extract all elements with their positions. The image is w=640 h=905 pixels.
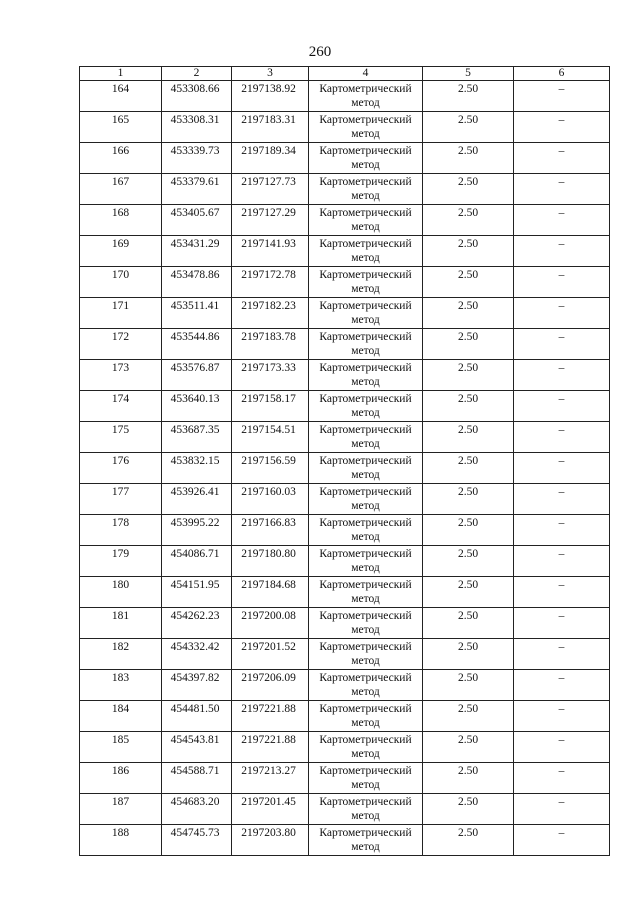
note-cell: – [514,360,610,391]
point-number-cell: 185 [80,732,162,763]
y-coordinate-cell: 2197201.52 [232,639,309,670]
point-number-cell: 167 [80,174,162,205]
x-coordinate-cell: 453995.22 [162,515,232,546]
y-coordinate-cell: 2197213.27 [232,763,309,794]
table-row [80,298,610,329]
method-line-1: Картометрический [319,300,412,312]
point-number-cell: 166 [80,143,162,174]
method-line-1: Картометрический [319,362,412,374]
note-cell: – [514,422,610,453]
method-line-2: метод [351,314,380,326]
y-coordinate-cell: 2197158.17 [232,391,309,422]
point-number-cell: 183 [80,670,162,701]
point-number-cell: 174 [80,391,162,422]
method-line-2: метод [351,779,380,791]
point-number-cell: 181 [80,608,162,639]
x-coordinate-cell: 453379.61 [162,174,232,205]
x-coordinate-cell: 453687.35 [162,422,232,453]
y-coordinate-cell: 2197221.88 [232,732,309,763]
y-coordinate-cell: 2197200.08 [232,608,309,639]
method-line-1: Картометрический [319,734,412,746]
note-cell: – [514,763,610,794]
error-cell: 2.50 [423,732,514,763]
error-cell: 2.50 [423,391,514,422]
y-coordinate-cell: 2197221.88 [232,701,309,732]
x-coordinate-cell: 454481.50 [162,701,232,732]
error-cell: 2.50 [423,298,514,329]
method-cell [309,732,423,763]
error-cell: 2.50 [423,577,514,608]
error-cell: 2.50 [423,701,514,732]
x-coordinate-cell: 454745.73 [162,825,232,856]
note-cell: – [514,329,610,360]
method-line-2: метод [351,97,380,109]
error-cell: 2.50 [423,608,514,639]
table-row [80,732,610,763]
note-cell: – [514,205,610,236]
method-line-1: Картометрический [319,486,412,498]
table-row [80,360,610,391]
column-header: 6 [514,67,610,81]
error-cell: 2.50 [423,453,514,484]
error-cell: 2.50 [423,174,514,205]
method-line-1: Картометрический [319,269,412,281]
error-cell: 2.50 [423,422,514,453]
x-coordinate-cell: 454588.71 [162,763,232,794]
x-coordinate-cell: 454683.20 [162,794,232,825]
note-cell: – [514,794,610,825]
point-number-cell: 179 [80,546,162,577]
point-number-cell: 184 [80,701,162,732]
y-coordinate-cell: 2197203.80 [232,825,309,856]
y-coordinate-cell: 2197127.29 [232,205,309,236]
method-cell [309,391,423,422]
y-coordinate-cell: 2197201.45 [232,794,309,825]
method-cell [309,639,423,670]
x-coordinate-cell: 454543.81 [162,732,232,763]
table-row [80,112,610,143]
table-row [80,267,610,298]
method-line-2: метод [351,717,380,729]
table-row [80,236,610,267]
method-line-2: метод [351,283,380,295]
table-row [80,205,610,236]
method-line-1: Картометрический [319,765,412,777]
point-number-cell: 177 [80,484,162,515]
point-number-cell: 164 [80,81,162,112]
method-line-1: Картометрический [319,393,412,405]
method-line-2: метод [351,252,380,264]
error-cell: 2.50 [423,639,514,670]
method-line-2: метод [351,531,380,543]
note-cell: – [514,298,610,329]
method-cell [309,143,423,174]
method-line-2: метод [351,221,380,233]
x-coordinate-cell: 454151.95 [162,577,232,608]
page-number: 260 [308,44,332,60]
method-line-2: метод [351,407,380,419]
table-row [80,546,610,577]
method-line-1: Картометрический [319,796,412,808]
x-coordinate-cell: 453926.41 [162,484,232,515]
method-line-2: метод [351,841,380,853]
column-header: 4 [309,67,423,81]
method-cell [309,360,423,391]
method-cell [309,794,423,825]
method-cell [309,205,423,236]
note-cell: – [514,81,610,112]
error-cell: 2.50 [423,236,514,267]
point-number-cell: 176 [80,453,162,484]
method-cell [309,825,423,856]
method-line-2: метод [351,562,380,574]
method-cell [309,453,423,484]
method-line-2: метод [351,810,380,822]
point-number-cell: 171 [80,298,162,329]
note-cell: – [514,515,610,546]
point-number-cell: 165 [80,112,162,143]
y-coordinate-cell: 2197156.59 [232,453,309,484]
method-line-1: Картометрический [319,455,412,467]
method-cell [309,81,423,112]
method-line-2: метод [351,376,380,388]
table-row [80,608,610,639]
method-line-2: метод [351,655,380,667]
point-number-cell: 180 [80,577,162,608]
error-cell: 2.50 [423,143,514,174]
error-cell: 2.50 [423,763,514,794]
x-coordinate-cell: 453832.15 [162,453,232,484]
method-line-2: метод [351,624,380,636]
point-number-cell: 188 [80,825,162,856]
method-cell [309,267,423,298]
method-cell [309,608,423,639]
table-row [80,143,610,174]
table-row [80,763,610,794]
table-row [80,701,610,732]
y-coordinate-cell: 2197166.83 [232,515,309,546]
table-row [80,174,610,205]
method-cell [309,298,423,329]
y-coordinate-cell: 2197127.73 [232,174,309,205]
method-line-1: Картометрический [319,517,412,529]
x-coordinate-cell: 453576.87 [162,360,232,391]
y-coordinate-cell: 2197182.23 [232,298,309,329]
method-cell [309,484,423,515]
point-number-cell: 175 [80,422,162,453]
point-number-cell: 173 [80,360,162,391]
method-cell [309,329,423,360]
method-line-2: метод [351,469,380,481]
x-coordinate-cell: 453339.73 [162,143,232,174]
method-line-2: метод [351,345,380,357]
method-line-2: метод [351,159,380,171]
method-line-1: Картометрический [319,672,412,684]
method-cell [309,112,423,143]
table-row [80,484,610,515]
table-row [80,453,610,484]
point-number-cell: 186 [80,763,162,794]
method-line-1: Картометрический [319,207,412,219]
error-cell: 2.50 [423,267,514,298]
method-cell [309,546,423,577]
note-cell: – [514,639,610,670]
method-line-2: метод [351,438,380,450]
coordinates-table [79,66,610,856]
x-coordinate-cell: 453308.66 [162,81,232,112]
y-coordinate-cell: 2197138.92 [232,81,309,112]
method-line-1: Картометрический [319,114,412,126]
x-coordinate-cell: 454332.42 [162,639,232,670]
point-number-cell: 182 [80,639,162,670]
column-header: 1 [80,67,162,81]
error-cell: 2.50 [423,112,514,143]
x-coordinate-cell: 454262.23 [162,608,232,639]
table-row [80,670,610,701]
point-number-cell: 172 [80,329,162,360]
note-cell: – [514,608,610,639]
method-line-1: Картометрический [319,579,412,591]
x-coordinate-cell: 453511.41 [162,298,232,329]
y-coordinate-cell: 2197183.78 [232,329,309,360]
point-number-cell: 168 [80,205,162,236]
error-cell: 2.50 [423,81,514,112]
method-cell [309,174,423,205]
method-cell [309,577,423,608]
table-row [80,515,610,546]
note-cell: – [514,825,610,856]
method-line-1: Картометрический [319,424,412,436]
note-cell: – [514,143,610,174]
table-row [80,81,610,112]
note-cell: – [514,484,610,515]
y-coordinate-cell: 2197184.68 [232,577,309,608]
method-line-1: Картометрический [319,83,412,95]
error-cell: 2.50 [423,205,514,236]
table-row [80,422,610,453]
error-cell: 2.50 [423,360,514,391]
error-cell: 2.50 [423,825,514,856]
method-line-1: Картометрический [319,703,412,715]
method-line-2: метод [351,686,380,698]
method-line-1: Картометрический [319,610,412,622]
method-line-1: Картометрический [319,548,412,560]
y-coordinate-cell: 2197160.03 [232,484,309,515]
error-cell: 2.50 [423,794,514,825]
method-line-1: Картометрический [319,827,412,839]
x-coordinate-cell: 453478.86 [162,267,232,298]
x-coordinate-cell: 453431.29 [162,236,232,267]
method-cell [309,236,423,267]
note-cell: – [514,546,610,577]
note-cell: – [514,174,610,205]
x-coordinate-cell: 454397.82 [162,670,232,701]
table-row [80,329,610,360]
point-number-cell: 169 [80,236,162,267]
table-row [80,639,610,670]
x-coordinate-cell: 453405.67 [162,205,232,236]
y-coordinate-cell: 2197183.31 [232,112,309,143]
note-cell: – [514,267,610,298]
method-line-1: Картометрический [319,145,412,157]
method-cell [309,763,423,794]
method-line-1: Картометрический [319,176,412,188]
y-coordinate-cell: 2197172.78 [232,267,309,298]
table-row [80,391,610,422]
error-cell: 2.50 [423,484,514,515]
x-coordinate-cell: 453640.13 [162,391,232,422]
method-line-2: метод [351,190,380,202]
table-header-row [80,67,610,81]
method-line-2: метод [351,748,380,760]
method-line-2: метод [351,500,380,512]
method-line-1: Картометрический [319,331,412,343]
method-line-2: метод [351,128,380,140]
error-cell: 2.50 [423,670,514,701]
y-coordinate-cell: 2197141.93 [232,236,309,267]
x-coordinate-cell: 454086.71 [162,546,232,577]
table-row [80,794,610,825]
method-cell [309,515,423,546]
note-cell: – [514,732,610,763]
x-coordinate-cell: 453544.86 [162,329,232,360]
error-cell: 2.50 [423,546,514,577]
note-cell: – [514,236,610,267]
x-coordinate-cell: 453308.31 [162,112,232,143]
note-cell: – [514,112,610,143]
error-cell: 2.50 [423,329,514,360]
note-cell: – [514,701,610,732]
point-number-cell: 178 [80,515,162,546]
method-cell [309,422,423,453]
note-cell: – [514,670,610,701]
note-cell: – [514,577,610,608]
point-number-cell: 170 [80,267,162,298]
column-header: 5 [423,67,514,81]
method-cell [309,670,423,701]
method-line-2: метод [351,593,380,605]
method-line-1: Картометрический [319,641,412,653]
error-cell: 2.50 [423,515,514,546]
table-row [80,577,610,608]
y-coordinate-cell: 2197173.33 [232,360,309,391]
point-number-cell: 187 [80,794,162,825]
y-coordinate-cell: 2197189.34 [232,143,309,174]
method-cell [309,701,423,732]
note-cell: – [514,391,610,422]
y-coordinate-cell: 2197180.80 [232,546,309,577]
column-header: 2 [162,67,232,81]
column-header: 3 [232,67,309,81]
method-line-1: Картометрический [319,238,412,250]
y-coordinate-cell: 2197206.09 [232,670,309,701]
table-row [80,825,610,856]
y-coordinate-cell: 2197154.51 [232,422,309,453]
note-cell: – [514,453,610,484]
